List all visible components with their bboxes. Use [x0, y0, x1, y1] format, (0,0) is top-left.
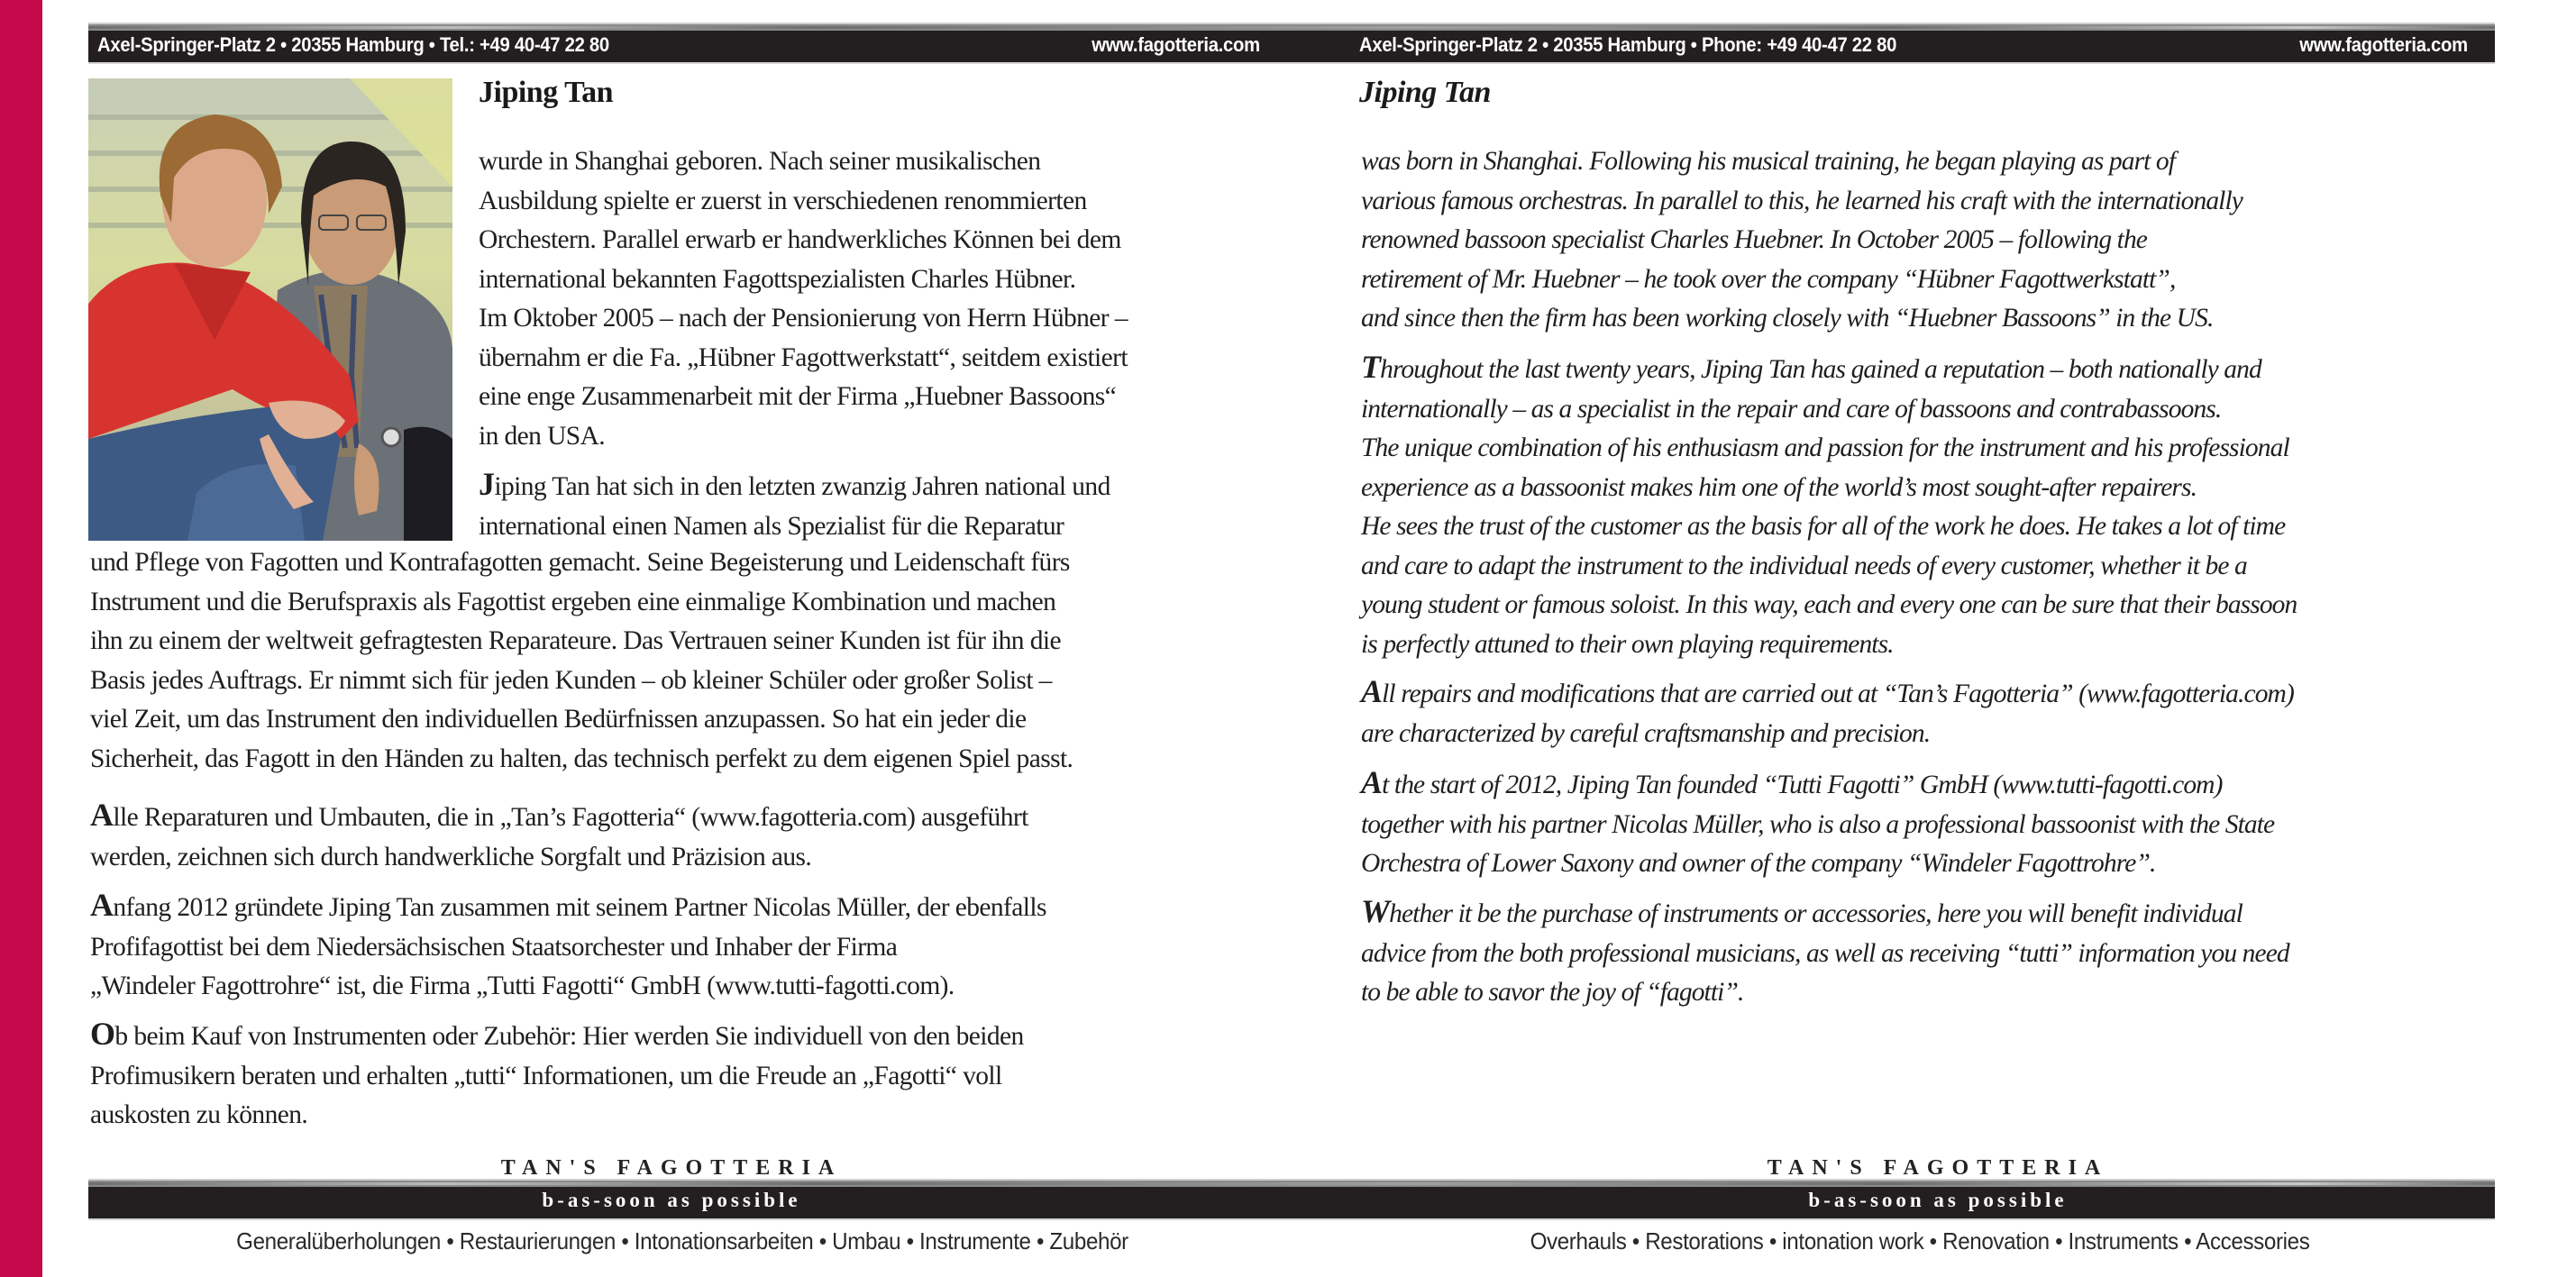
text-line [479, 465, 1110, 507]
slogan-en: b-as-soon as possible [1808, 1189, 2068, 1211]
text-line: to be able to savor the joy of “fagotti”. [1361, 978, 1744, 1007]
text-line: is perfectly attuned to their own playing requirements. [1361, 629, 1894, 659]
drop-cap: A [90, 797, 114, 833]
english-paragraph-3 [1361, 672, 2294, 753]
text-line [1361, 672, 2294, 715]
english-paragraph-4 [1361, 763, 2274, 884]
german-paragraph-4 [90, 886, 1046, 1007]
text-line: „Windeler Fagottrohre“ ist, die Firma „Tutti Fagotti“ GmbH (www.tutti-fagotti.com). [90, 971, 955, 1000]
text-line: internationally – as a specialist in the repair and care of bassoons and contrabassoons. [1361, 394, 2222, 424]
header-url-de[interactable]: www.fagotteria.com [1092, 33, 1260, 56]
text-line: Ausbildung spielte er zuerst in verschiedenen renommierten [479, 186, 1087, 215]
text-line: advice from the both professional musicians, as well as receiving “tutti” information you need [1361, 938, 2289, 968]
accent-strip [0, 0, 42, 1277]
german-title: Jiping Tan [479, 76, 614, 109]
text-line: together with his partner Nicolas Müller, who is also a professional bassoonist with the State [1361, 809, 2275, 839]
text-line: werden, zeichnen sich durch handwerkliche Sorgfalt und Präzision aus. [90, 842, 812, 871]
german-paragraph-3 [90, 796, 1028, 877]
text-line: eine enge Zusammenarbeit mit der Firma „Huebner Bassoons“ [479, 382, 1117, 411]
drop-cap: W [1361, 893, 1390, 929]
text-line: The unique combination of his enthusiasm and passion for the instrument and his professional [1361, 433, 2289, 462]
english-paragraph-2 [1361, 348, 2297, 664]
text-line: and care to adapt the instrument to the individual needs of every customer, whether it be a [1361, 551, 2247, 580]
drop-cap: A [1361, 764, 1383, 800]
text-line [1361, 348, 2297, 390]
text-line: Profifagottist bei dem Niedersächsischen Staatsorchester und Inhaber der Firma [90, 932, 898, 962]
brand-logo-en: TAN'S FAGOTTERIA [1767, 1156, 2109, 1180]
text-line: Orchestern. Parallel erwarb er handwerkliches Können bei dem [479, 225, 1121, 254]
text-line: young student or famous soloist. In this way, each and every one can be sure that their bassoon [1361, 590, 2297, 619]
brand-logo-de: TAN'S FAGOTTERIA [500, 1156, 843, 1180]
text-line [1361, 763, 2274, 806]
portrait-photo [88, 78, 452, 541]
header-url-en[interactable]: www.fagotteria.com [2299, 33, 2468, 56]
text-line: renowned bassoon specialist Charles Huebner. In October 2005 – following the [1361, 225, 2147, 254]
drop-cap: A [90, 887, 114, 923]
english-paragraph-5 [1361, 892, 2289, 1013]
text-line: retirement of Mr. Huebner – he took over the company “Hübner Fagottwerkstatt”, [1361, 264, 2176, 294]
drop-cap: A [1361, 673, 1383, 709]
header-bar [88, 24, 2495, 62]
header-address-de: Axel-Springer-Platz 2 • 20355 Hamburg • Tel.: +49 40-47 22 80 [97, 33, 609, 56]
text-span: nfang 2012 gründete Jiping Tan zusammen mit seinem Partner Nicolas Müller, der ebenfalls [113, 893, 1046, 922]
text-span: hroughout the last twenty years, Jiping Tan has gained a reputation – both nationally and [1380, 355, 2261, 384]
text-line: Sicherheit, das Fagott in den Händen zu halten, das technisch perfekt zu dem eigenen Spiel passt. [90, 743, 1073, 773]
text-line: Orchestra of Lower Saxony and owner of the company “Windeler Fagottrohre”. [1361, 849, 2156, 878]
text-line: and since then the firm has been working closely with “Huebner Bassoons” in the US. [1361, 304, 2214, 333]
footer-bar [88, 1181, 2495, 1218]
text-line: und Pflege von Fagotten und Kontrafagotten gemacht. Seine Begeisterung und Leidenschaft fürs [90, 548, 1070, 577]
text-line: Profimusikern beraten und erhalten „tutti“ Informationen, um die Freude an „Fagotti“ voll [90, 1061, 1002, 1090]
text-line [90, 1015, 1024, 1057]
text-line: auskosten zu können. [90, 1100, 308, 1129]
text-span: b beim Kauf von Instrumenten oder Zubehör: Hier werden Sie individuell von den beiden [114, 1022, 1024, 1051]
text-line: übernahm er die Fa. „Hübner Fagottwerkstatt“, seitdem existiert [479, 342, 1128, 372]
text-span: t the start of 2012, Jiping Tan founded “Tutti Fagotti” GmbH (www.tutti-fagotti.com) [1382, 771, 2223, 799]
text-line [90, 886, 1046, 928]
text-line: international bekannten Fagottspezialisten Charles Hübner. [479, 264, 1076, 294]
text-line: ihn zu einem der weltweit gefragtesten Reparateure. Das Vertrauen seiner Kunden ist für ihn die [90, 626, 1061, 655]
text-line: was born in Shanghai. Following his musical training, he began playing as part of [1361, 147, 2176, 176]
services-list-de: Generalüberholungen • Restaurierungen • Intonationsarbeiten • Umbau • Instrumente • Zubehör [236, 1227, 1128, 1254]
drop-cap: J [479, 466, 495, 502]
text-span: iping Tan hat sich in den letzten zwanzig Jahren national und [494, 472, 1110, 501]
portrait-illustration [88, 78, 452, 541]
text-span: hether it be the purchase of instruments or accessories, here you will benefit individual [1389, 899, 2243, 928]
german-paragraph-2-head [479, 465, 1110, 546]
text-line: Im Oktober 2005 – nach der Pensionierung von Herrn Hübner – [479, 304, 1128, 333]
german-paragraph-1 [479, 142, 1128, 456]
slogan-de: b-as-soon as possible [542, 1189, 801, 1211]
text-line: international einen Namen als Spezialist für die Reparatur [479, 511, 1064, 541]
text-span: ll repairs and modifications that are carried out at “Tan’s Fagotteria” (www.fagotteria.com) [1382, 680, 2294, 708]
header-address-en: Axel-Springer-Platz 2 • 20355 Hamburg • Phone: +49 40-47 22 80 [1359, 33, 1897, 56]
text-line: Basis jedes Auftrags. Er nimmt sich für jeden Kunden – ob kleiner Schüler oder großer Solist – [90, 665, 1052, 695]
text-line: wurde in Shanghai geboren. Nach seiner musikalischen [479, 147, 1041, 176]
text-line: Instrument und die Berufspraxis als Fagottist ergeben eine einmalige Kombination und machen [90, 587, 1056, 616]
text-line [1361, 892, 2289, 935]
drop-cap: T [1361, 349, 1381, 385]
services-list-en: Overhauls • Restorations • intonation work • Renovation • Instruments • Accessories [1530, 1227, 2310, 1254]
english-title: Jiping Tan [1359, 76, 1491, 109]
german-paragraph-5 [90, 1015, 1024, 1136]
text-line: in den USA. [479, 421, 606, 451]
text-line: experience as a bassoonist makes him one of the world’s most sought-after repairers. [1361, 472, 2197, 502]
text-line: are characterized by careful craftsmanship and precision. [1361, 718, 1931, 748]
text-line: viel Zeit, um das Instrument den individuellen Bedürfnissen anzupassen. So hat ein jeder die [90, 705, 1027, 734]
text-line [90, 796, 1028, 838]
text-span: lle Reparaturen und Umbauten, die in „Tan’s Fagotteria“ (www.fagotteria.com) ausgeführt [113, 803, 1028, 832]
english-paragraph-1 [1361, 142, 2243, 339]
drop-cap: O [90, 1016, 115, 1052]
german-paragraph-2 [90, 543, 1073, 779]
text-line: various famous orchestras. In parallel to this, he learned his craft with the internationally [1361, 186, 2243, 215]
text-line: He sees the trust of the customer as the basis for all of the work he does. He takes a lot of time [1361, 512, 2286, 541]
